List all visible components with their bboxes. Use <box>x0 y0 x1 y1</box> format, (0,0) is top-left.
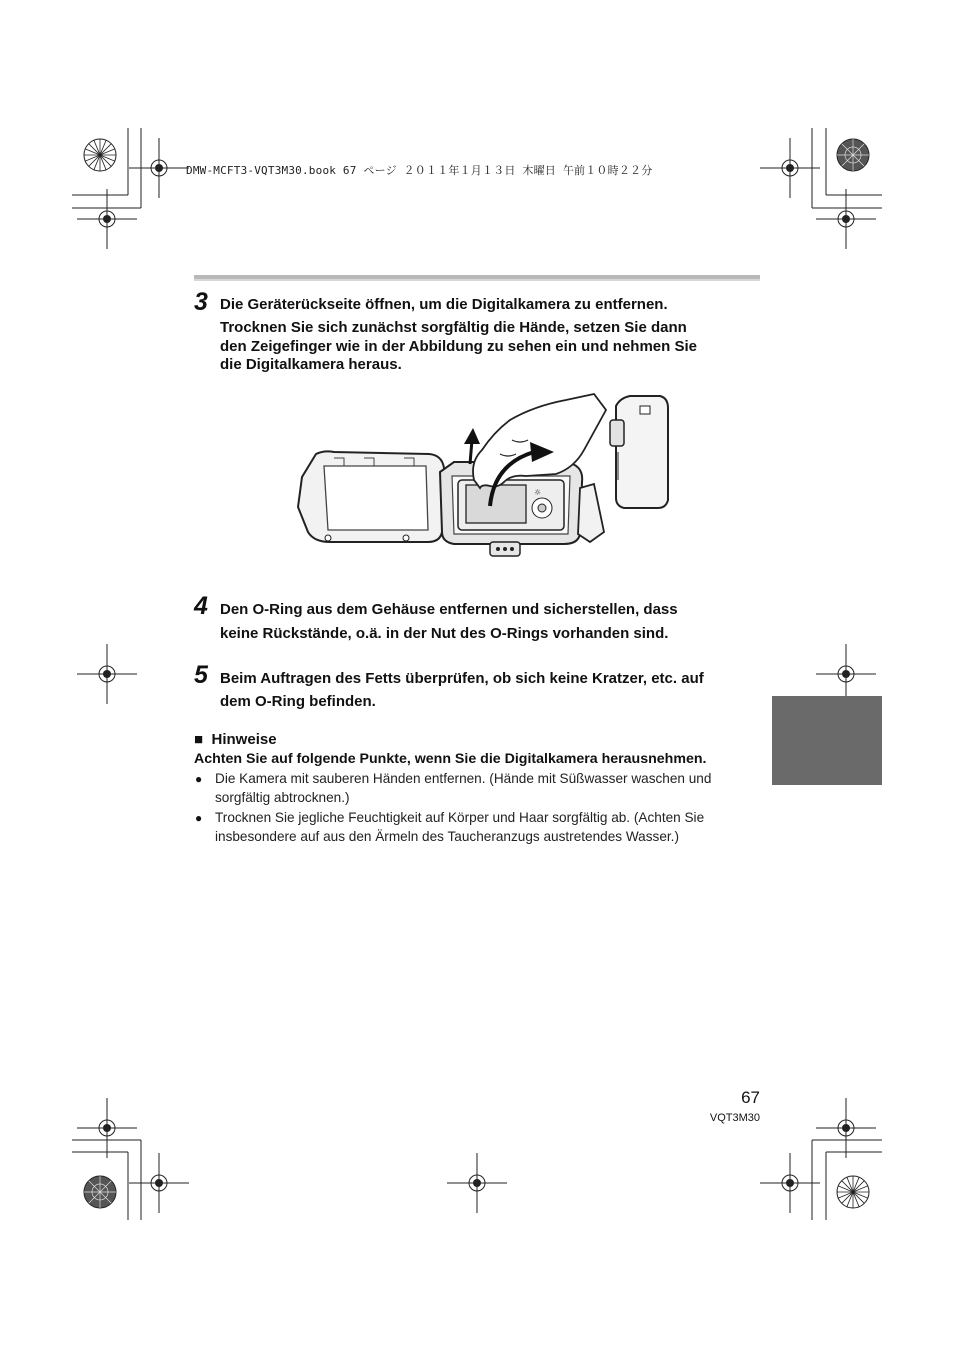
notes-title: Hinweise <box>211 731 277 748</box>
bullet-1-line-1: Die Kamera mit sauberen Händen entfernen. (Hände mit Süßwasser waschen und <box>215 771 712 786</box>
notes-lead: Achten Sie auf folgende Punkte, wenn Sie die Digitalkamera herausnehmen. <box>194 751 707 767</box>
notes-marker: ■ <box>194 731 204 748</box>
step-3-line-3: die Digitalkamera heraus. <box>220 356 402 373</box>
step-number-3: 3 <box>194 288 208 316</box>
svg-text:☼: ☼ <box>534 488 542 497</box>
section-rule-shadow <box>194 279 760 281</box>
page-number: 67 <box>741 1088 760 1107</box>
chapter-side-tab <box>772 696 882 785</box>
notes-heading <box>194 731 277 749</box>
step-4-line-2: keine Rückstände, o.ä. in der Nut des O-Rings vorhanden sind. <box>220 625 669 642</box>
bullet-2-symbol: ● <box>195 811 203 825</box>
step-5-line-1: Beim Auftragen des Fetts überprüfen, ob sich keine Kratzer, etc. auf <box>220 670 704 687</box>
step-4-line-1: Den O-Ring aus dem Gehäuse entfernen und sicherstellen, dass <box>220 601 678 618</box>
step-number-5: 5 <box>194 661 208 689</box>
step-3-line-2: den Zeigefinger wie in der Abbildung zu sehen ein und nehmen Sie <box>220 338 697 355</box>
step-3-line-1: Trocknen Sie sich zunächst sorgfältig die Hände, setzen Sie dann <box>220 319 687 336</box>
book-file-header: DMW-MCFT3-VQT3M30.book 67 ページ ２０１１年１月１３日 木曜日 午前１０時２２分 <box>186 164 653 177</box>
bullet-2-line-1: Trocknen Sie jegliche Feuchtigkeit auf Körper und Haar sorgfältig ab. (Achten Sie <box>215 810 705 825</box>
bullet-2-line-2: insbesondere auf aus den Ärmeln des Taucheranzugs austretendes Wasser.) <box>215 829 679 844</box>
bullet-1-symbol: ● <box>195 772 203 786</box>
document-code: VQT3M30 <box>709 1112 760 1124</box>
step-number-4: 4 <box>194 592 208 620</box>
step-3-title: Die Geräterückseite öffnen, um die Digitalkamera zu entfernen. <box>220 296 668 313</box>
camera-removal-illustration <box>294 392 676 564</box>
step-5-line-2: dem O-Ring befinden. <box>220 693 376 710</box>
bullet-1-line-2: sorgfältig abtrocknen.) <box>215 790 350 805</box>
